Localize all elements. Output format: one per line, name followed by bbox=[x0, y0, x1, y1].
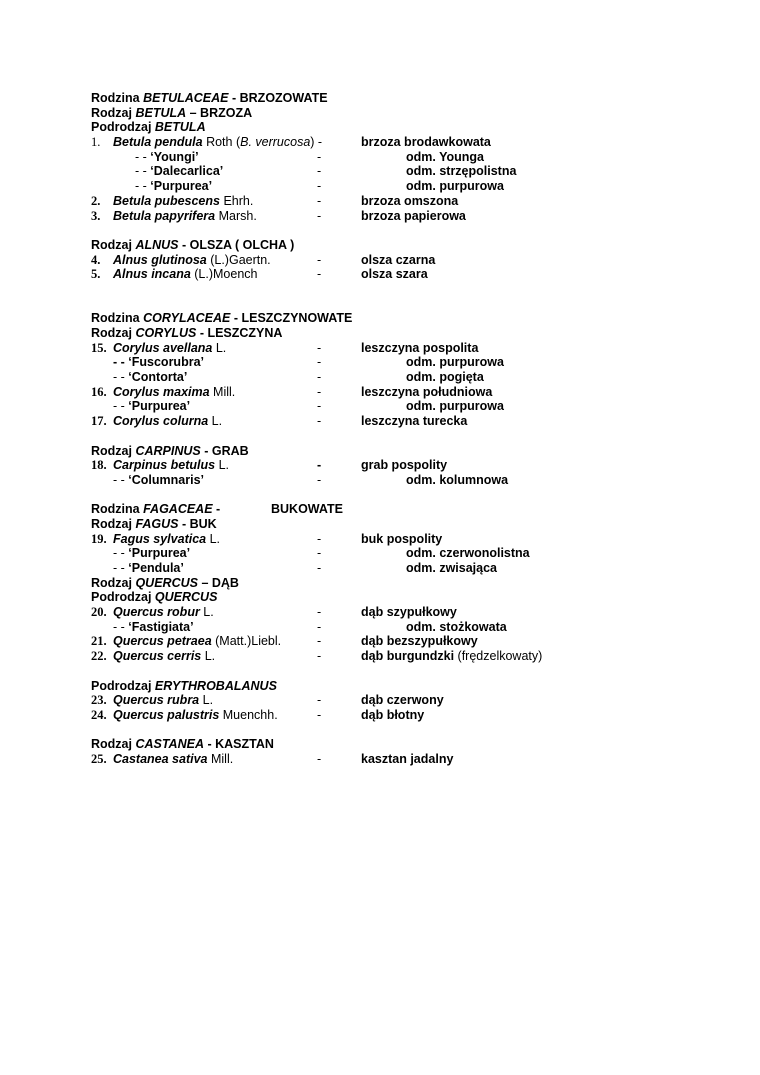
species-row-15: 15. Corylus avellana L. - leszczyna pospolita bbox=[91, 340, 479, 355]
species-row-5: 5. Alnus incana (L.)Moench - olsza szara bbox=[91, 267, 428, 282]
variety-row: - - ‘Contorta’ - odm. pogięta bbox=[113, 370, 484, 385]
subgenus-heading-betula: Podrodzaj BETULA bbox=[91, 120, 206, 135]
variety-row: - - ‘Pendula’ - odm. zwisająca bbox=[113, 561, 498, 576]
species-row-24: 24. Quercus palustris Muenchh. - dąb błotny bbox=[91, 707, 425, 722]
variety-row: - - ‘Columnaris’ - odm. kolumnowa bbox=[113, 472, 509, 487]
variety-row: - - ‘Purpurea’ - odm. czerwonolistna bbox=[113, 546, 530, 561]
genus-heading-betula: Rodzaj BETULA – BRZOZA bbox=[91, 105, 253, 120]
species-row-4: 4. Alnus glutinosa (L.)Gaertn. - olsza czarna bbox=[91, 252, 436, 267]
family-heading-betulaceae: Rodzina BETULACEAE - BRZOZOWATE bbox=[91, 91, 328, 105]
species-row-22: 22. Quercus cerris L. - dąb burgundzki (frędzelkowaty) bbox=[91, 649, 543, 664]
genus-heading-fagus: Rodzaj FAGUS - BUK bbox=[91, 516, 217, 531]
genus-heading-carpinus: Rodzaj CARPINUS - GRAB bbox=[91, 443, 249, 458]
genus-heading-corylus: Rodzaj CORYLUS - LESZCZYNA bbox=[91, 326, 283, 341]
family-heading-corylaceae: Rodzina CORYLACEAE - LESZCZYNOWATE bbox=[91, 311, 353, 326]
species-row-17: 17. Corylus colurna L. - leszczyna turecka bbox=[91, 414, 468, 429]
variety-row: - - ‘Youngi’ - odm. Younga bbox=[135, 149, 485, 164]
genus-heading-castanea: Rodzaj CASTANEA - KASZTAN bbox=[91, 737, 274, 752]
variety-row: - - ‘Purpurea’ - odm. purpurowa bbox=[135, 179, 504, 194]
species-list-document bbox=[91, 91, 691, 767]
subgenus-heading-quercus: Podrodzaj QUERCUS bbox=[91, 590, 218, 605]
species-row-3: 3. Betula papyrifera Marsh. - brzoza papierowa bbox=[91, 208, 466, 223]
species-row-23: 23. Quercus rubra L. - dąb czerwony bbox=[91, 693, 444, 708]
species-row-19: 19. Fagus sylvatica L. - buk pospolity bbox=[91, 531, 443, 546]
variety-row: - - ‘Fastigiata’ - odm. stożkowata bbox=[113, 619, 507, 634]
species-row-1: 1. Betula pendula Roth (B. verrucosa) - brzoza brodawkowata bbox=[91, 135, 491, 150]
species-row-21: 21. Quercus petraea (Matt.)Liebl. - dąb bezszypułkowy bbox=[91, 634, 478, 649]
family-heading-fagaceae: Rodzina FAGACEAE - BUKOWATE bbox=[91, 502, 343, 517]
variety-row: - - ‘Purpurea’ - odm. purpurowa bbox=[113, 399, 504, 414]
species-row-18: 18. Carpinus betulus L. - grab pospolity bbox=[91, 458, 448, 473]
variety-row: - - ‘Fuscorubra’ - odm. purpurowa bbox=[113, 355, 504, 370]
genus-heading-quercus: Rodzaj QUERCUS – DĄB bbox=[91, 575, 239, 590]
species-row-16: 16. Corylus maxima Mill. - leszczyna południowa bbox=[91, 384, 493, 399]
species-row-2: 2. Betula pubescens Ehrh. - brzoza omszona bbox=[91, 193, 459, 208]
species-row-25: 25. Castanea sativa Mill. - kasztan jadalny bbox=[91, 751, 454, 766]
variety-row: - - ‘Dalecarlica’ - odm. strzępolistna bbox=[135, 164, 517, 179]
subgenus-heading-erythrobalanus: Podrodzaj ERYTHROBALANUS bbox=[91, 678, 277, 693]
species-row-20: 20. Quercus robur L. - dąb szypułkowy bbox=[91, 605, 457, 620]
genus-heading-alnus: Rodzaj ALNUS - OLSZA ( OLCHA ) bbox=[91, 237, 295, 252]
